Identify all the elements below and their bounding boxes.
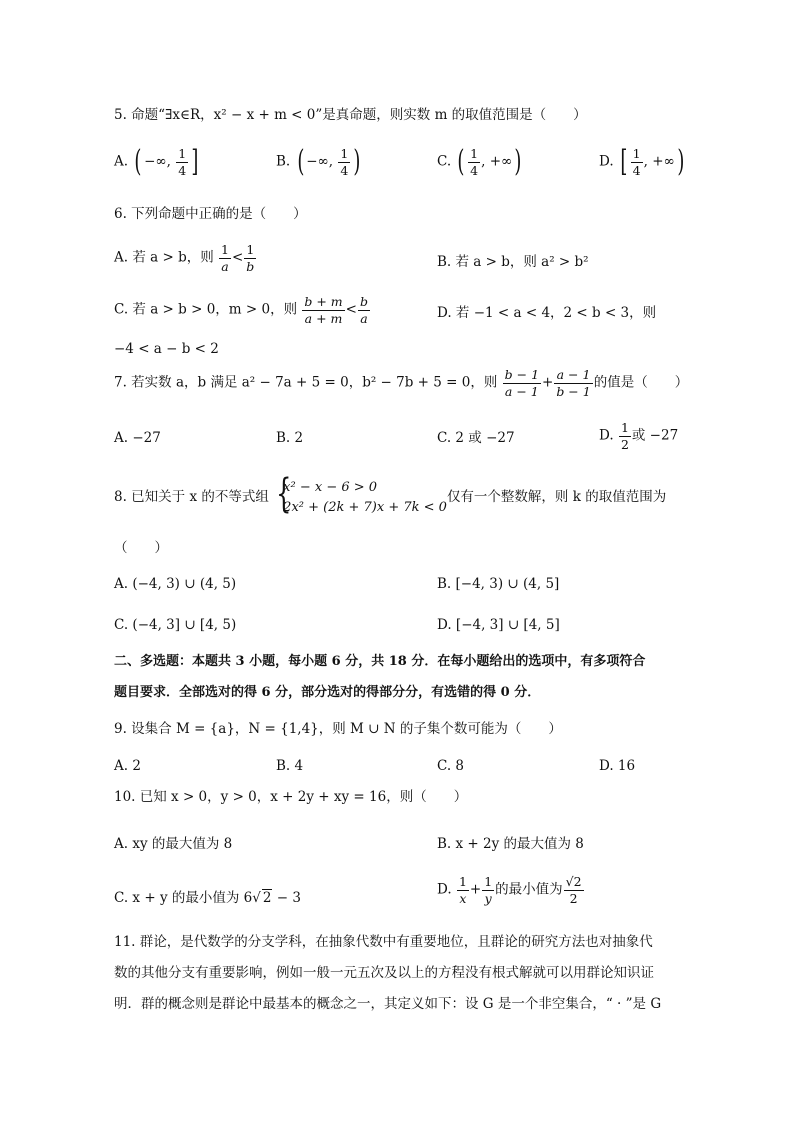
q5-option-d: D. [ $\frac{1}{4}$ , +∞): [599, 144, 685, 180]
fraction: $\frac{1}{4}$: [470, 146, 479, 178]
q5-option-a: A. ( −∞, $\frac{1}{4}$ ]: [114, 144, 199, 180]
fraction: $\frac{1}{4}$: [340, 146, 349, 178]
q6-option-d-continued: −4 < a − b < 2: [114, 341, 219, 357]
q11-line-3: 明．群的概念则是群论中最基本的概念之一，其定义如下：设 G 是一个非空集合，“ · ”是 G: [114, 996, 662, 1012]
q6-option-d: D. 若 −1 < a < 4，2 < b < 3，则: [437, 305, 657, 321]
q6-stem: 6. 下列命题中正确的是（ ）: [114, 206, 307, 222]
fraction: $\frac{b - 1}{a - 1}$: [504, 367, 540, 399]
q9-option-c: C. 8: [437, 758, 465, 774]
q9-option-d: D. 16: [599, 758, 636, 774]
q11-line-1: 11. 群论，是代数学的分支学科，在抽象代数中有重要地位，且群论的研究方法也对抽象代: [114, 934, 653, 950]
q7-stem: 7. 若实数 a，b 满足 a² − 7a + 5 = 0，b² − 7b + 5 = 0，则 $\frac{b - 1}{a - 1}$ + $\frac{a - 1}{b - 1}$ 的值是（ ）: [114, 367, 689, 399]
q7-option-a: A. −27: [114, 430, 161, 446]
fraction: $\frac{1}{a}$: [221, 242, 229, 274]
q5-option-c: C. ( $\frac{1}{4}$ , +∞): [437, 144, 522, 180]
fraction: $\frac{b}{a}$: [359, 294, 368, 326]
left-brace-icon: {: [276, 471, 292, 517]
fraction: $\frac{a - 1}{b - 1}$: [556, 367, 591, 399]
q5-stem: 5. 命题“∃x∈R，x² − x + m < 0”是真命题，则实数 m 的取值范围是（ ）: [114, 107, 587, 123]
q8-stem: 8. 已知关于 x 的不等式组 { x² − x − 6 > 0 2x² + (2k + 7)x + 7k < 0 仅有一个整数解，则 k 的取值范围为: [114, 471, 667, 517]
q9-option-a: A. 2: [114, 758, 141, 774]
q6-option-a: A. 若 a > b，则 $\frac{1}{a}$ < $\frac{1}{b}$: [114, 242, 255, 274]
q10-stem: 10. 已知 x > 0，y > 0，x + 2y + xy = 16，则（ ）: [114, 789, 468, 805]
q10-option-c: C. x + y 的最小值为 6√ 2 − 3: [114, 890, 301, 906]
q7-option-d: D. $\frac{1}{2}$ 或 −27: [599, 420, 679, 452]
q7-option-b: B. 2: [276, 430, 304, 446]
fraction: $\frac{1}{4}$: [178, 146, 187, 178]
fraction: $\frac{1}{4}$: [632, 146, 641, 178]
q8-option-c: C. (−4, 3] ∪ [4, 5): [114, 617, 237, 633]
fraction: $\frac{1}{y}$: [484, 874, 493, 906]
q10-option-b: B. x + 2y 的最大值为 8: [437, 836, 584, 852]
fraction: $\frac{1}{2}$: [620, 420, 629, 452]
q9-stem: 9. 设集合 M = {a}，N = {1,4}，则 M ∪ N 的子集个数可能为（ ）: [114, 721, 562, 737]
q10-option-a: A. xy 的最大值为 8: [114, 836, 233, 852]
q8-option-b: B. [−4, 3) ∪ (4, 5]: [437, 576, 560, 592]
section-heading-line-1: 二、多选题：本题共 3 小题，每小题 6 分，共 18 分．在每小题给出的选项中，有多项符合: [114, 654, 646, 669]
q7-option-c: C. 2 或 −27: [437, 430, 515, 446]
fraction: $\frac{1}{x}$: [458, 874, 467, 906]
inequality-system: { x² − x − 6 > 0 2x² + (2k + 7)x + 7k < 0: [276, 471, 447, 517]
fraction: $\frac{√2}{2}$: [565, 874, 582, 906]
q6-option-b: B. 若 a > b，则 a² > b²: [437, 254, 589, 270]
q8-paren: （ ）: [114, 540, 168, 556]
q5-option-b: B. ( −∞, $\frac{1}{4}$ ): [276, 144, 361, 180]
q8-option-a: A. (−4, 3) ∪ (4, 5): [114, 576, 237, 592]
q6-option-c: C. 若 a > b > 0，m > 0，则 $\frac{b + m}{a + m}$ < $\frac{b}{a}$: [114, 294, 368, 326]
q9-option-b: B. 4: [276, 758, 304, 774]
fraction: $\frac{1}{b}$: [246, 242, 255, 274]
fraction: $\frac{b + m}{a + m}$: [304, 294, 343, 326]
section-heading-line-2: 题目要求．全部选对的得 6 分，部分选对的得部分分，有选错的得 0 分．: [114, 685, 541, 700]
q8-option-d: D. [−4, 3] ∪ [4, 5]: [437, 617, 560, 633]
q10-option-d: D. $\frac{1}{x}$ + $\frac{1}{y}$ 的最小值为 $\frac{√2}{2}$: [437, 874, 582, 906]
q11-line-2: 数的其他分支有重要影响，例如一般一元五次及以上的方程没有根式解就可以用群论知识证: [114, 965, 654, 981]
